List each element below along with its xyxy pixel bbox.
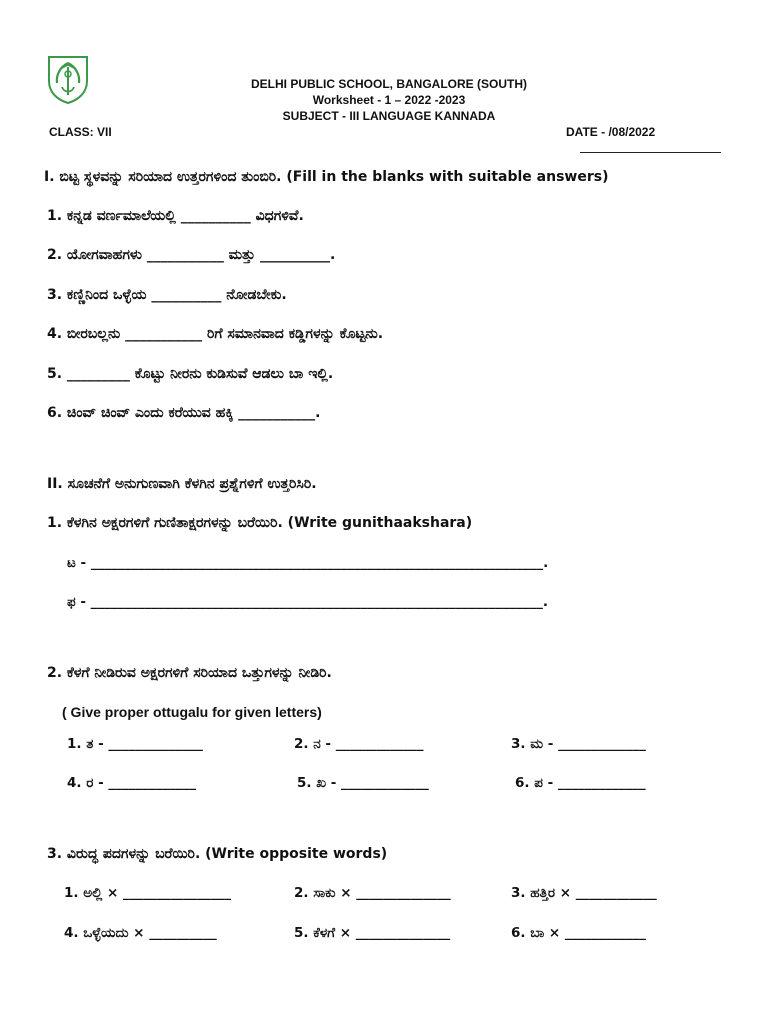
- section1-item: 3. ಕಣ್ಣಿನಿಂದ ಒಳ್ಳೆಯ __________ ನೋಡಬೇಕು.: [47, 287, 287, 303]
- ottu-item: 4. ರ - _____________: [67, 775, 197, 791]
- section1-item: 5. _________ ಕೊಟ್ಟು ನೀರನು ಕುಡಿಸುವೆ ಆಡಲು ಬಾ ಇಲ್ಲಿ.: [47, 366, 334, 382]
- worksheet-title: Worksheet - 1 – 2022 -2023: [312, 93, 466, 107]
- ottu-item: 6. ಪ - _____________: [515, 775, 646, 791]
- ottu-item: 1. ತ - ______________: [67, 736, 203, 752]
- section1-item: 4. ಬೀರಬಲ್ಲನು ___________ ರಿಗೆ ಸಮಾನವಾದ ಕಡ್ಡಿಗಳನ್ನು ಕೊಟ್ಟನು.: [47, 326, 384, 342]
- q3-prompt: 3. ವಿರುದ್ಧ ಪದಗಳನ್ನು ಬರೆಯಿರಿ. (Write opposite words): [47, 846, 388, 862]
- gunithakshara-line: ಫ - ___________________________________________________________________.: [67, 594, 549, 610]
- section1-item: 6. ಚಿಂವ್ ಚಿಂವ್ ಎಂದು ಕರೆಯುವ ಹಕ್ಕಿ ___________.: [47, 405, 321, 421]
- opposite-item: 4. ಒಳ್ಳೆಯದು × __________: [64, 925, 217, 941]
- opposite-item: 1. ಅಲ್ಲಿ × ________________: [64, 885, 232, 901]
- opposite-item: 2. ಸಾಕು × ______________: [294, 885, 451, 901]
- section2-heading: II. ಸೂಚನೆಗೆ ಅನುಗುಣವಾಗಿ ಕೆಳಗಿನ ಪ್ರಶ್ನೆಗಳಿಗೆ ಉತ್ತರಿಸಿರಿ.: [47, 476, 317, 492]
- q2-prompt: 2. ಕೆಳಗೆ ನೀಡಿರುವ ಅಕ್ಷರಗಳಿಗೆ ಸರಿಯಾದ ಒತ್ತುಗಳನ್ನು ನೀಡಿರಿ.: [47, 665, 332, 681]
- ottu-item: 2. ನ - _____________: [294, 736, 424, 752]
- school-name: DELHI PUBLIC SCHOOL, BANGALORE (SOUTH): [251, 77, 527, 91]
- class-label: CLASS: VII: [49, 125, 112, 139]
- section1-item: 1. ಕನ್ನಡ ವರ್ಣಮಾಲೆಯಲ್ಲಿ __________ ವಿಧಗಳಿವೆ.: [47, 208, 304, 224]
- q2-subprompt: ( Give proper ottugalu for given letters): [62, 704, 322, 720]
- opposite-item: 5. ಕೆಳಗೆ × ______________: [294, 925, 451, 941]
- section1-item: 2. ಯೋಗವಾಹಗಳು ___________ ಮತ್ತು __________.: [47, 247, 336, 263]
- opposite-item: 6. ಬಾ × ____________: [511, 925, 646, 941]
- opposite-item: 3. ಹತ್ತಿರ × ____________: [511, 885, 657, 901]
- gunithakshara-line: ಟ - ___________________________________________________________________.: [67, 555, 549, 571]
- date-underline: [580, 152, 721, 153]
- date-label: DATE - /08/2022: [566, 125, 656, 139]
- ottu-item: 3. ಮ - _____________: [511, 736, 646, 752]
- q1-prompt: 1. ಕೆಳಗಿನ ಅಕ್ಷರಗಳಿಗೆ ಗುಣಿತಾಕ್ಷರಗಳನ್ನು ಬರೆಯಿರಿ. (Write gunithaakshara): [47, 515, 473, 531]
- section1-heading: I. ಬಿಟ್ಟ ಸ್ಥಳವನ್ನು ಸರಿಯಾದ ಉತ್ತರಗಳಿಂದ ತುಂಬಿರಿ. (Fill in the blanks with suitable answers): [44, 169, 609, 185]
- subject-line: SUBJECT - III LANGUAGE KANNADA: [282, 109, 496, 123]
- ottu-item: 5. ಖ - _____________: [297, 775, 429, 791]
